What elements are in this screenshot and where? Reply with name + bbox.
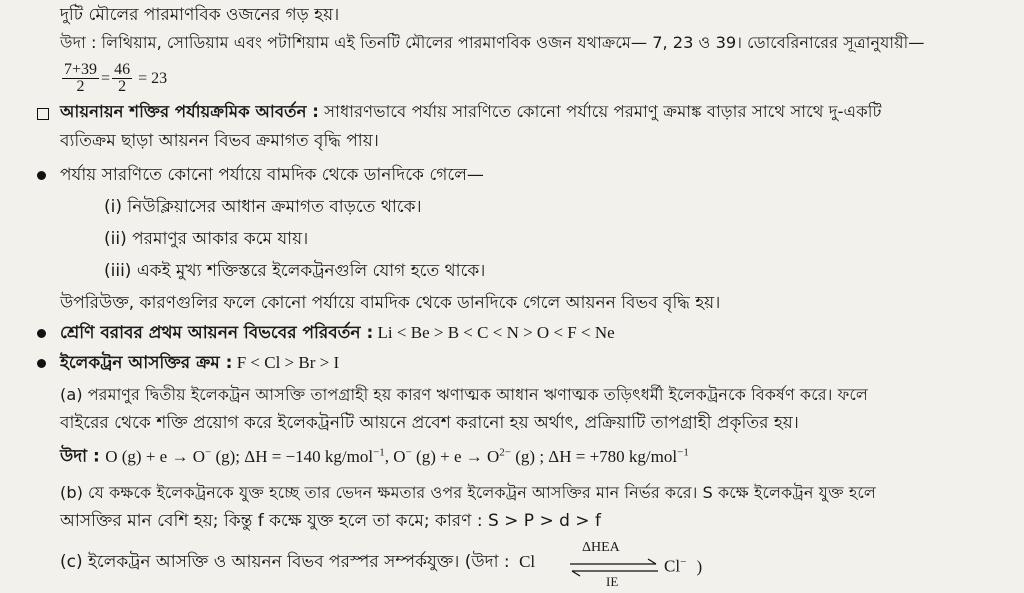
bullet-3 <box>37 359 46 368</box>
para-b-line-2: আসক্তির মান বেশি হয়; কিন্তু f কক্ষে যুক্ত হলে তা কমে; কারণ : S > P > d > f <box>60 511 601 531</box>
para-a-line-2: বাইরের থেকে শক্তি প্রয়োগ করে ইলেকট্রনটি আয়নে প্রবেশ করানো হয় অর্থাৎ, প্রক্রিয়াটি তাপগ্রাহী প্রকৃতির হয়। <box>60 413 799 433</box>
frac-result: = 23 <box>138 69 168 87</box>
close-paren: ) <box>696 556 703 576</box>
eq1: O (g) + e → O <box>105 446 205 466</box>
bullet-1 <box>37 171 46 180</box>
bullet-3-rest: F < Cl > Br > I <box>232 353 340 372</box>
para-c-line <box>60 551 535 573</box>
arrow-top-label: ΔHEA <box>582 540 620 555</box>
eq2-sup2: 2− <box>499 446 511 458</box>
bullet-text-2 <box>60 322 615 344</box>
eq2-rest: (g) ; ΔH = +780 kg/mol <box>511 446 678 466</box>
cl-right: Cl <box>664 556 681 576</box>
frac1-num: 7+39 <box>64 61 98 78</box>
equation-line <box>60 441 689 468</box>
item-ii: (ii) পরমাণুর আকার কমে যায়। <box>104 229 309 249</box>
item-i: (i) নিউক্লিয়াসের আধান ক্রমাগত বাড়তে থাকে। <box>104 197 422 217</box>
eq2-mid: (g) + e → O <box>411 446 500 466</box>
para-c-text: (c) ইলেকট্রন আসক্তি ও আয়নন বিভব পরস্পর সম্পর্কযুক্ত। (উদা : <box>60 552 510 572</box>
bullet-text-3 <box>60 352 339 374</box>
arrow-bottom-label: IE <box>606 574 619 589</box>
eq1-sup: − <box>205 446 212 458</box>
item-iii: (iii) একই মুখ্য শক্তিস্তরে ইলেকট্রনগুলি যোগ হতে থাকে। <box>104 261 486 281</box>
text-line-1: দুটি মৌলের পারমাণবিক ওজনের গড় হয়। <box>60 5 340 25</box>
cl-right-group <box>664 551 702 578</box>
eq1-unit-sup: −1 <box>373 446 385 458</box>
para-b-line-1: (b) যে কক্ষকে ইলেকট্রনকে যুক্ত হচ্ছে তার ভেদন ক্ষমতার ওপর ইলেকট্রন আসক্তির মান নির্ভর করে। S কক্ষে ইলেকট্রন যুক্ত হলে <box>60 483 876 502</box>
section-heading-bold: আয়নায়ন শক্তির পর্যায়ক্রমিক আবর্তন : <box>60 102 319 121</box>
frac2-num: 46 <box>114 61 131 78</box>
text-line-9: উপরিউক্ত, কারণগুলির ফলে কোনো পর্যায়ে বামদিক থেকে ডানদিকে গেলে আয়নন বিভব বৃদ্ধি হয়। <box>60 293 721 313</box>
equation-prefix: উদা : <box>60 446 100 467</box>
cl-right-sup: − <box>680 556 687 568</box>
para-a-line-1: (a) পরমাণুর দ্বিতীয় ইলেকট্রন আসক্তি তাপগ্রাহী হয় কারণ ঋণাত্মক আধান ঋণাত্মক তড়িৎধর্মী ইলেকট্রনকে বিকর্ষণ করে। ফলে <box>60 385 868 404</box>
eq2: , O <box>384 446 406 466</box>
bullet-2-rest: Li < Be > B < C < N > O < F < Ne <box>373 323 615 342</box>
eq2-sup: − <box>405 446 412 458</box>
equilibrium-arrow <box>568 540 660 588</box>
text-line-4: ব্যতিক্রম ছাড়া আয়নন বিভব ক্রমাগত বৃদ্ধি পায়। <box>60 131 379 151</box>
eq1-rest: (g); ΔH = −140 kg/mol <box>211 446 374 466</box>
bullet-text-1: পর্যায় সারণিতে কোনো পর্যায়ে বামদিক থেকে ডানদিকে গেলে— <box>60 165 484 185</box>
bullet-2-bold: শ্রেণি বরাবর প্রথম আয়নন বিভবের পরিবর্তন : <box>60 323 374 343</box>
bullet-3-bold: ইলেকট্রন আসক্তির ক্রম : <box>60 353 233 373</box>
eq2-unit-sup: −1 <box>677 446 689 458</box>
section-heading-rest: সাধারণভাবে পর্যায় সারণিতে কোনো পর্যায়ে পরমাণু ক্রমাঙ্ক বাড়ার সাথে সাথে দু-একটি <box>318 102 882 121</box>
section-checkbox <box>37 108 49 120</box>
frac2-den: 2 <box>118 78 127 95</box>
frac1-den: 2 <box>76 78 85 95</box>
fraction-equation: $\frac{7+39}{2}$ = $\frac{46}{2}$ = 23 <box>64 61 168 95</box>
bullet-2 <box>37 329 46 338</box>
example-line: উদা : লিথিয়াম, সোডিয়াম এবং পটাশিয়াম এই তিনটি মৌলের পারমাণবিক ওজন যথাক্রমে— 7, 23 ও 39। ডোবেরিনারের সূত্রানুযায়ী— <box>60 33 925 52</box>
section-heading <box>60 101 882 123</box>
cl-left: Cl <box>519 552 536 571</box>
